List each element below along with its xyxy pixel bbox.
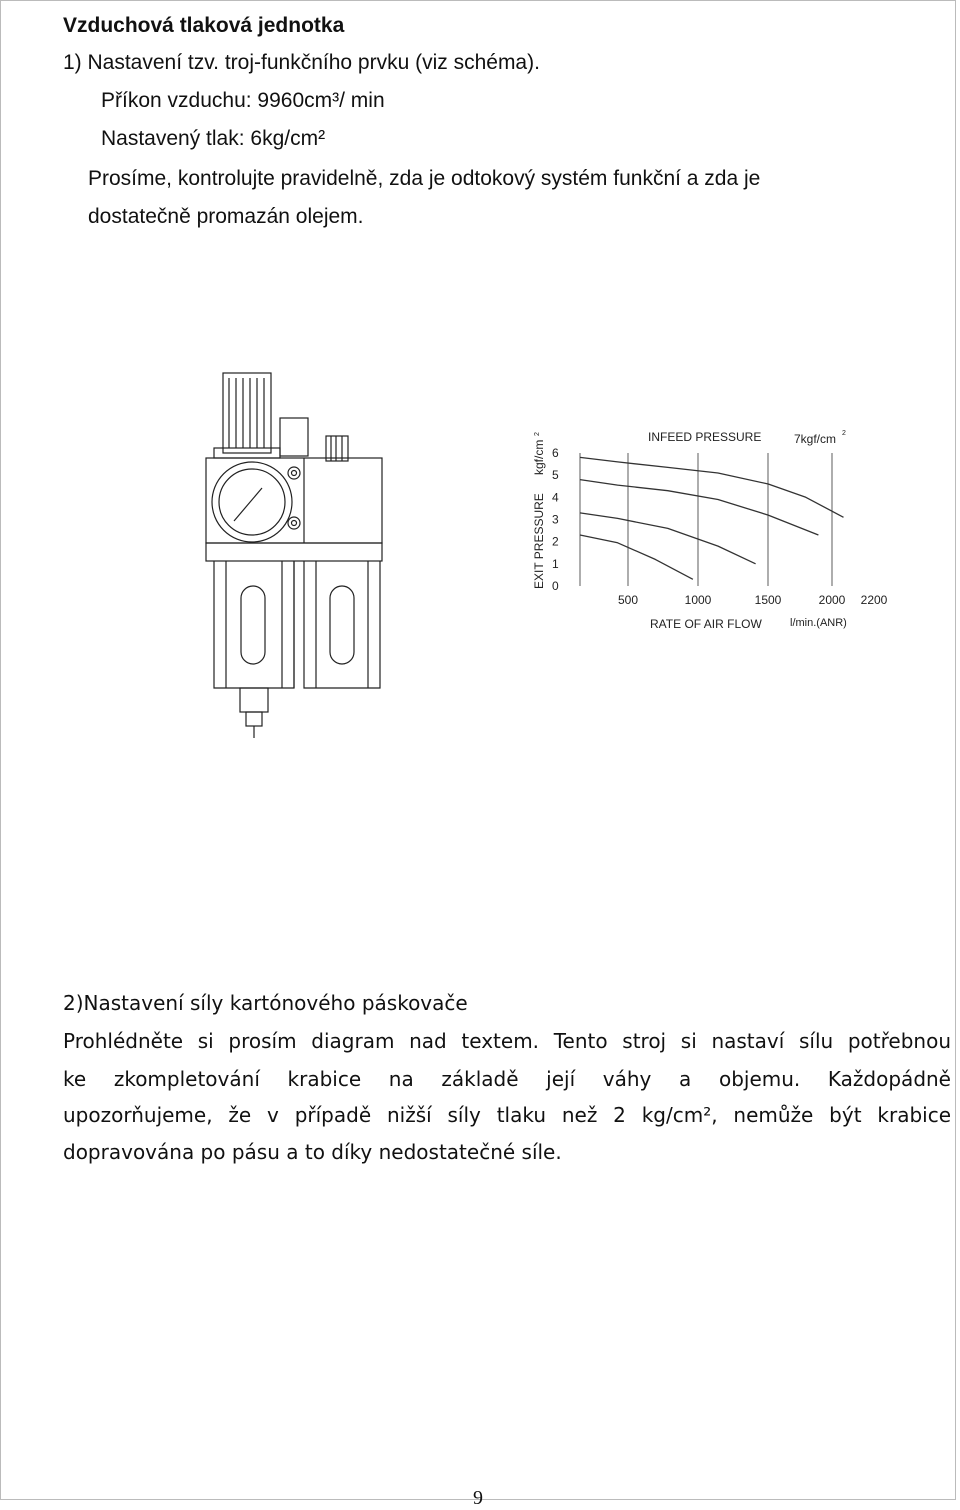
- section1-heading: Vzduchová tlaková jednotka: [63, 14, 345, 37]
- chart-curves: [580, 457, 844, 579]
- chart-y-ticks: [552, 446, 559, 593]
- chart-infeed-superscript: 2: [842, 430, 846, 437]
- chart-ylabel: EXIT PRESSURE: [532, 493, 546, 589]
- air-consumption-text: Příkon vzduchu: 9960cm³/ min: [101, 89, 385, 112]
- maintenance-note-line2: dostatečně promazán olejem.: [88, 205, 364, 228]
- chart-y-tick-label: 2: [552, 534, 559, 549]
- set-pressure-text: Nastavený tlak: 6kg/cm²: [101, 127, 326, 150]
- section2-line3: upozorňujeme, že v případě nižší síly tlaku než 2 kg/cm², nemůže být krabice: [63, 1103, 951, 1127]
- chart-curve-4: [580, 535, 693, 579]
- chart-x-tick-label: 500: [617, 593, 639, 607]
- chart-x-tick-label: 2200: [860, 593, 888, 607]
- air-unit-drawing: [196, 366, 396, 746]
- chart-y-tick-label: 3: [552, 512, 559, 527]
- section2-heading: 2)Nastavení síly kartónového páskovače: [63, 991, 468, 1015]
- chart-grid: [580, 453, 832, 586]
- section2-line1: Prohlédněte si prosím diagram nad textem. Tento stroj si nastaví sílu potřebnou: [63, 1029, 951, 1053]
- chart-yunit: kgf/cm: [532, 439, 546, 475]
- chart-x-tick-label: 2000: [818, 593, 846, 607]
- lubricator-bowl: [304, 561, 380, 688]
- chart-y-tick-label: 1: [552, 556, 559, 571]
- chart-y-tick-label: 5: [552, 468, 559, 483]
- chart-title: INFEED PRESSURE: [648, 430, 762, 444]
- chart-curve-2: [580, 480, 818, 535]
- chart-infeed-value: 7kgf/cm: [794, 432, 837, 446]
- chart-yunit-superscript: 2: [534, 432, 541, 436]
- pressure-flow-chart: [526, 421, 906, 641]
- chart-xunit: l/min.(ANR): [790, 617, 847, 629]
- section1-item: 1) Nastavení tzv. troj-funkčního prvku (viz schéma).: [63, 51, 540, 74]
- chart-xlabel: RATE OF AIR FLOW: [650, 617, 762, 631]
- chart-curve-3: [580, 513, 756, 564]
- chart-y-tick-label: 0: [552, 579, 559, 593]
- section2-line4: dopravována po pásu a to díky nedostatečné síle.: [63, 1140, 562, 1164]
- chart-y-tick-label: 4: [552, 490, 559, 505]
- chart-x-tick-label: 1500: [754, 593, 782, 607]
- chart-x-ticks: [618, 593, 888, 607]
- chart-y-tick-label: 6: [552, 446, 559, 460]
- chart-curve-1: [580, 457, 844, 517]
- pressure-gauge: [212, 462, 292, 542]
- section2-line2: ke zkompletování krabice na základě její váhy a objemu. Každopádně: [63, 1067, 951, 1091]
- maintenance-note-line1: Prosíme, kontrolujte pravidelně, zda je odtokový systém funkční a zda je: [88, 167, 761, 190]
- chart-x-tick-label: 1000: [684, 593, 712, 607]
- page-number: 9: [473, 1487, 483, 1509]
